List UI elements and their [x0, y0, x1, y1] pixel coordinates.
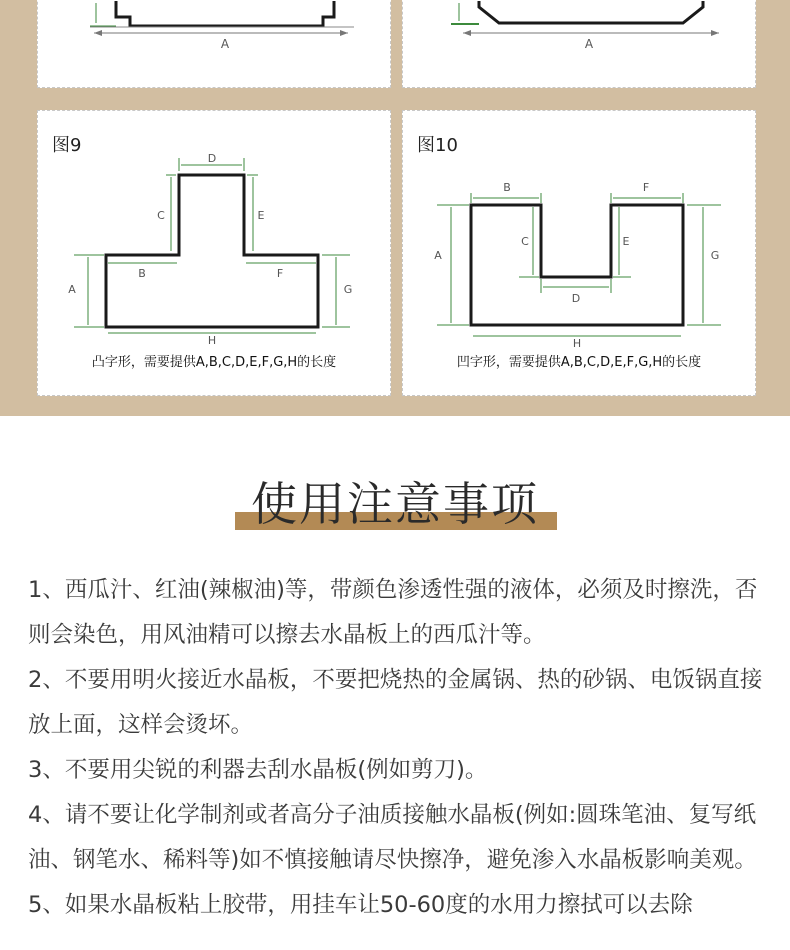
section-title: 使用注意事项 [251, 477, 539, 531]
figure-card-9 [37, 110, 391, 396]
note-item: 1、西瓜汁、红油(辣椒油)等，带颜色渗透性强的液体，必须及时擦洗，否则会染色，用风油精可以擦去水晶板上的西瓜汁等。 [28, 577, 758, 648]
dim-label-a: A [68, 283, 76, 296]
note-item: 2、不要用明火接近水晶板，不要把烧热的金属锅、热的砂锅、电饭锅直接放上面，这样会烫坏。 [28, 667, 763, 738]
dim-label-c: C [157, 209, 165, 222]
dim-label-d: D [571, 292, 581, 305]
note-item: 3、不要用尖锐的利器去刮水晶板(例如剪刀)。 [28, 757, 488, 783]
figure-card-top-right [402, 0, 756, 88]
dim-label-e: E [257, 209, 265, 222]
dim-label-a: A [220, 37, 230, 51]
dim-label-c: C [521, 235, 529, 248]
dim-label-b: B [503, 181, 511, 194]
dim-label-b: B [138, 267, 146, 280]
note-item: 5、如果水晶板粘上胶带，用挂车让50-60度的水用力擦拭可以去除 [28, 892, 693, 918]
dim-label-d: D [207, 152, 217, 165]
dim-label-e: E [622, 235, 630, 248]
dim-label-a: A [434, 249, 442, 262]
dim-label-g: G [343, 283, 353, 296]
figure-card-10 [402, 110, 756, 396]
figure-card-top-left [37, 0, 391, 88]
care-notes [28, 568, 770, 928]
dim-label-a: A [584, 37, 594, 51]
figure-label: 图9 [52, 135, 82, 156]
dim-label-h: H [207, 334, 217, 347]
dim-label-f: F [276, 267, 284, 280]
dim-label-h: H [572, 337, 582, 350]
shape-diagram [38, 0, 392, 89]
note-item: 4、请不要让化学制剂或者高分子油质接触水晶板(例如:圆珠笔油、复写纸油、钢笔水、稀料等)如不慎接触请尽快擦净，避免渗入水晶板影响美观。 [28, 802, 757, 873]
figure-caption: 凸字形，需要提供A,B,C,D,E,F,G,H的长度 [91, 355, 337, 370]
shape-diagram [403, 0, 757, 89]
dim-label-g: G [710, 249, 720, 262]
figure-label: 图10 [417, 135, 458, 156]
dim-label-f: F [642, 181, 650, 194]
figure-caption: 凹字形，需要提供A,B,C,D,E,F,G,H的长度 [456, 355, 702, 370]
